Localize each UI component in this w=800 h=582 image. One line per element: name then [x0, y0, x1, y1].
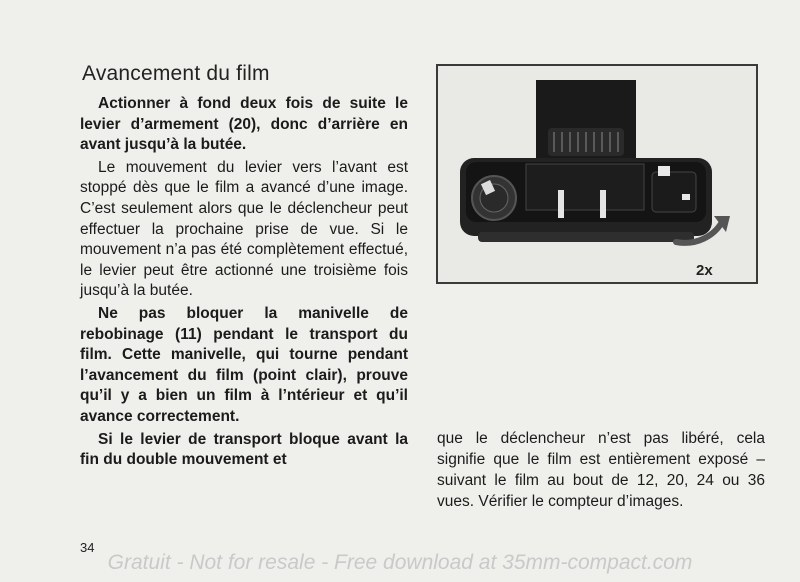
right-paragraph: que le déclencheur n’est pas libéré, cela signifie que le film est entièrement exposé – suivant le film au bout de 12, 20, 24 ou 36 vues. Vérifier le compteur d’images.	[437, 430, 765, 510]
instruction-paragraph: Actionner à fond deux fois de suite le levier d’armement (20), donc d’arrière en avant jusqu’à la butée.	[80, 95, 408, 154]
watermark: Gratuit - Not for resale - Free download at 35mm-compact.com	[107, 551, 693, 574]
page-title: Avancement du film	[82, 62, 270, 86]
camera-figure	[436, 64, 758, 284]
page-number: 34	[80, 540, 95, 555]
continuation-paragraph: Si le levier de transport bloque avant la fin du double mouvement et	[80, 430, 408, 469]
warning-paragraph: Ne pas bloquer la manivelle de rebobinage (11) pendant le transport du film. Cette manivelle, qui tourne pendant l’avancement du film (point clair), prouve qu’il y a bien un film à l’ntérieur et qu’il avance correctement.	[80, 304, 408, 425]
camera-top-view-illustration	[438, 66, 756, 282]
explanation-paragraph: Le mouvement du levier vers l’avant est stoppé dès que le film a avancé d’une image. C’est seulement alors que le déclencheur peut effectuer la prochaine prise de vue. Si le mouvement n’a pas été complètement effectué, le levier peut être actionné une troisième fois jusqu’à la butée.	[80, 158, 408, 300]
left-column	[80, 94, 408, 471]
right-column	[437, 428, 765, 512]
figure-label: 2x	[696, 262, 713, 279]
